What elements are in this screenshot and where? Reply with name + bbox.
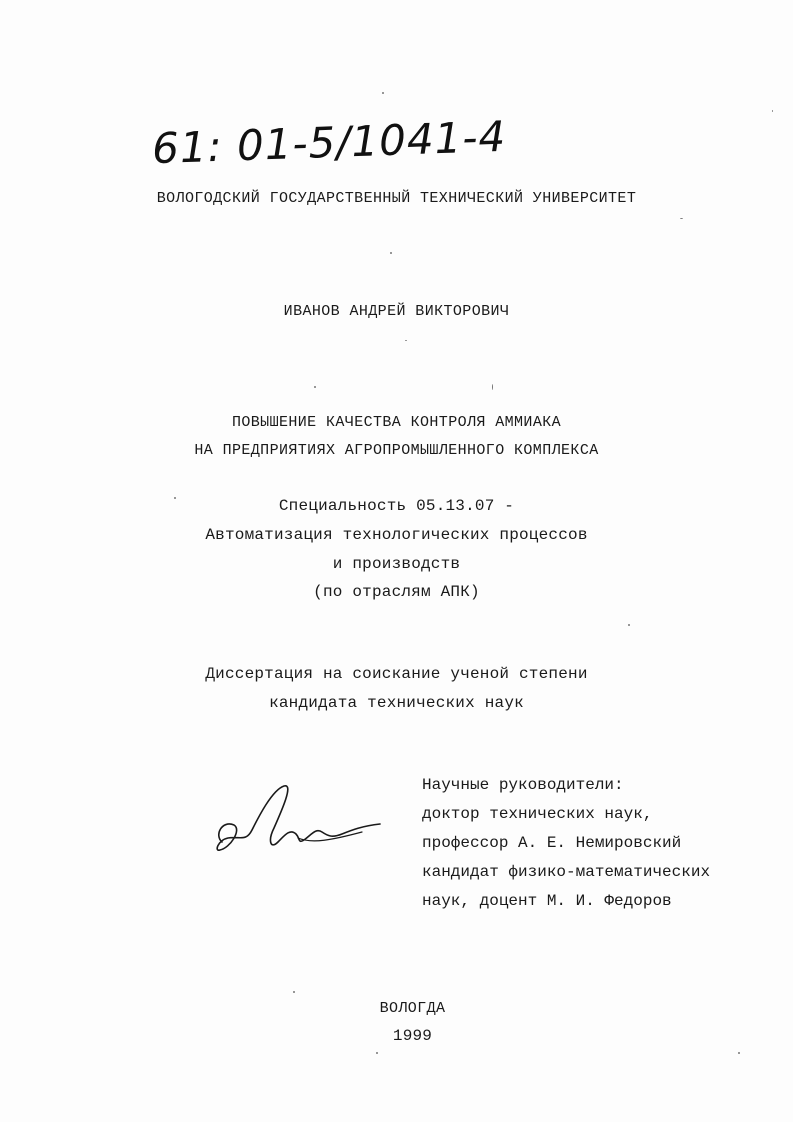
title-line-2: НА ПРЕДПРИЯТИЯХ АГРОПРОМЫШЛЕННОГО КОМПЛЕКСА — [194, 442, 599, 459]
scan-speck — [492, 384, 493, 390]
scan-speck — [382, 92, 384, 94]
year: 1999 — [392, 1027, 433, 1045]
scan-speck — [390, 252, 392, 254]
university-name: ВОЛОГОДСКИЙ ГОСУДАРСТВЕННЫЙ ТЕХНИЧЕСКИЙ УНИВЕРСИТЕТ — [156, 190, 637, 207]
scan-speck — [293, 991, 295, 993]
scan-speck — [376, 1052, 378, 1054]
scan-speck — [772, 110, 773, 112]
scan-speck — [738, 1052, 740, 1054]
specialty-line-2: Автоматизация технологических процессов — [205, 526, 588, 544]
specialty-line-4: (по отраслям АПК) — [313, 583, 480, 601]
supervisors-block — [422, 776, 762, 921]
supervisors-heading: Научные руководители: — [422, 776, 624, 794]
supervisor-line-5: наук, доцент М. И. Федоров — [422, 892, 672, 910]
specialty-line-1: Специальность 05.13.07 - — [278, 497, 515, 515]
handwritten-shelfmark: 61: 01-5/1041-4 — [151, 111, 507, 174]
scan-speck — [314, 386, 316, 388]
degree-line-2: кандидата технических наук — [269, 694, 524, 712]
scan-speck — [680, 218, 683, 219]
handwritten-signature — [212, 780, 382, 860]
scan-speck — [174, 497, 176, 499]
supervisor-line-3: профессор А. Е. Немировский — [422, 834, 682, 852]
city: ВОЛОГДА — [379, 1000, 446, 1017]
degree-line-1: Диссертация на соискание ученой степени — [205, 665, 588, 683]
supervisor-line-4: кандидат физико-математических — [422, 863, 711, 881]
scan-speck — [628, 624, 630, 626]
title-line-1: ПОВЫШЕНИЕ КАЧЕСТВА КОНТРОЛЯ АММИАКА — [231, 414, 562, 431]
scan-speck — [405, 340, 407, 341]
specialty-line-3: и производств — [332, 555, 461, 573]
author-name: ИВАНОВ АНДРЕЙ ВИКТОРОВИЧ — [283, 303, 510, 320]
supervisor-line-2: доктор технических наук, — [422, 805, 653, 823]
